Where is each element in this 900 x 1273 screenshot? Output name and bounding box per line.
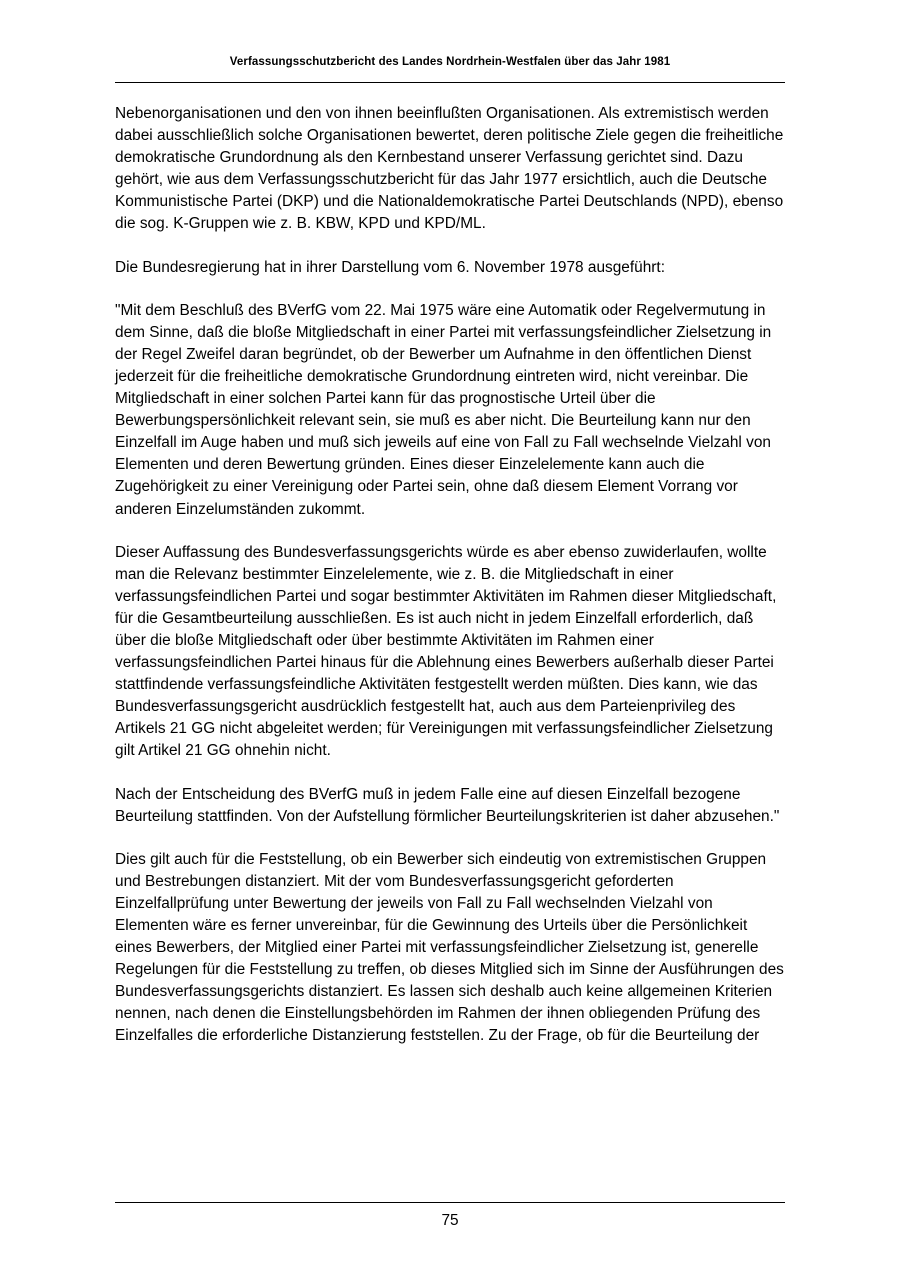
body-paragraph: Nach der Entscheidung des BVerfG muß in jedem Falle eine auf diesen Einzelfall bezogene Beurteilung stattfinden. Von der Aufstellung förmlicher Beurteilungskriterien ist daher abzusehen." [115, 785, 780, 825]
page-body [115, 103, 787, 1069]
running-head: Verfassungsschutzbericht des Landes Nordrhein-Westfalen über das Jahr 1981 [229, 56, 671, 68]
body-paragraph: "Mit dem Beschluß des BVerfG vom 22. Mai 1975 wäre eine Automatik oder Regelvermutung in dem Sinne, daß die bloße Mitgliedschaft in einer Partei mit verfassungsfeindlicher Zielsetzung in der Regel Zweifel daran begründet, ob der Bewerber um Aufnahme in den öffentlichen Dienst jederzeit für die freiheitliche demokratische Grundordnung eintreten wird, nicht vereinbar. Die Mitgliedschaft in einer solchen Partei kann für das prognostische Urteil über die Bewerbungspersönlichkeit relevant sein, sie muß es aber nicht. Die Beurteilung kann nur den Einzelfall im Auge haben und muß sich jeweils auf eine von Fall zu Fall wechselnde Vielzahl von Elementen und deren Bewertung gründen. Eines dieser Einzelelemente kann auch die Zugehörigkeit zu einer Vereinigung oder Partei sein, ohne daß diesem Element Vorrang vor anderen Einzelumständen zukommt. [115, 301, 772, 518]
body-paragraph: Die Bundesregierung hat in ihrer Darstellung vom 6. November 1978 ausgeführt: [115, 258, 666, 276]
page-number: 75 [441, 1212, 459, 1229]
footer-divider [115, 1202, 785, 1203]
body-paragraph: Dieser Auffassung des Bundesverfassungsgerichts würde es aber ebenso zuwiderlaufen, wollte man die Relevanz bestimmter Einzelelemente, wie z. B. die Mitgliedschaft in einer verfassungsfeindlichen Partei und sogar bestimmter Aktivitäten im Rahmen dieser Mitgliedschaft, für die Gesamtbeurteilung ausschließen. Es ist auch nicht in jedem Einzelfall erforderlich, daß über die bloße Mitgliedschaft oder über bestimmte Aktivitäten im Rahmen einer verfassungsfeindlichen Partei hinaus für die Ablehnung eines Bewerbers außerhalb dieser Partei stattfindende verfassungsfeindliche Aktivitäten festgestellt werden müßten. Dies kann, wie das Bundesverfassungsgericht ausdrücklich festgestellt hat, auch aus dem Parteienprivileg des Artikels 21 GG nicht abgeleitet werden; für Vereinigungen mit verfassungsfeindlicher Zielsetzung gilt Artikel 21 GG ohnehin nicht. [115, 543, 777, 760]
header-divider [115, 82, 785, 83]
body-paragraph: Nebenorganisationen und den von ihnen beeinflußten Organisationen. Als extremistisch werden dabei ausschließlich solche Organisationen bewertet, deren politische Ziele gegen die freiheitliche demokratische Grundordnung als den Kernbestand unserer Verfassung gerichtet sind. Dazu gehört, wie aus dem Verfassungsschutzbericht für das Jahr 1977 ersichtlich, auch die Deutsche Kommunistische Partei (DKP) und die Nationaldemokratische Partei Deutschlands (NPD), ebenso die sog. K-Gruppen wie z. B. KBW, KPD und KPD/ML. [115, 105, 784, 233]
body-paragraph: Dies gilt auch für die Feststellung, ob ein Bewerber sich eindeutig von extremistischen Gruppen und Bestrebungen distanziert. Mit der vom Bundesverfassungsgericht geforderten Einzelfallprüfung unter Bewertung der jeweils von Fall zu Fall wechselnden Vielzahl von Elementen wäre es ferner unvereinbar, für die Gewinnung des Urteils über die Persönlichkeit eines Bewerbers, der Mitglied einer Partei mit verfassungsfeindlicher Zielsetzung ist, generelle Regelungen für die Feststellung zu treffen, ob dieses Mitglied sich im Sinne der Ausführungen des Bundesverfassungsgerichts distanziert. Es lassen sich deshalb auch keine allgemeinen Kriterien nennen, nach denen die Einstellungsbehörden im Rahmen der ihnen obliegenden Prüfung des Einzelfalles die erforderliche Distanzierung feststellen. Zu der Frage, ob für die Beurteilung der [115, 850, 784, 1045]
